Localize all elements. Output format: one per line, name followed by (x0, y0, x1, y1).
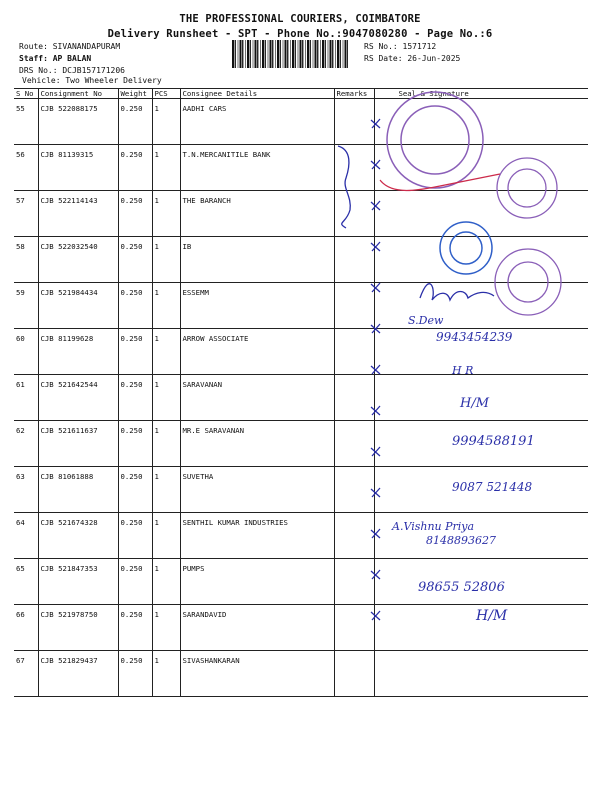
cell-weight: 0.250 (118, 283, 152, 329)
cell-consignee: MR.E SARAVANAN (180, 421, 334, 467)
cell-weight: 0.250 (118, 99, 152, 145)
cell-consignee: PUMPS (180, 559, 334, 605)
cell-pcs: 1 (152, 283, 180, 329)
cell-pcs: 1 (152, 191, 180, 237)
runsheet-subtitle: Delivery Runsheet - SPT - Phone No.:9047080280 - Page No.:6 (107, 28, 493, 40)
tick-mark (371, 324, 380, 333)
company-seal-stamp (387, 92, 483, 188)
handwritten-phone: 98655 52806 (418, 580, 505, 595)
tick-marks (371, 119, 380, 620)
cell-weight: 0.250 (118, 651, 152, 697)
cell-consignment: CJB 522032540 (38, 237, 118, 283)
cell-consignment: CJB 521829437 (38, 651, 118, 697)
cell-consignee: T.N.MERCANITILE BANK (180, 145, 334, 191)
rs-number: RS No.: 1571712 (364, 42, 437, 51)
cell-sno: 57 (16, 196, 25, 205)
column-header: Consignment No (38, 89, 118, 99)
cell-consignment: CJB 81199628 (38, 329, 118, 375)
cell-consignee: SENTHIL KUMAR INDUSTRIES (180, 513, 334, 559)
cell-weight: 0.250 (118, 513, 152, 559)
round-seal-stamp (495, 249, 561, 315)
cell-consignee: SUVETHA (180, 467, 334, 513)
route-label: Route: SIVANANDAPURAM (19, 42, 121, 51)
tick-mark (371, 570, 380, 579)
cell-consignment: CJB 522088175 (38, 99, 118, 145)
handwritten-name: A.Vishnu Priya (392, 520, 475, 533)
cell-sno: 58 (16, 242, 25, 251)
cell-pcs: 1 (152, 375, 180, 421)
cell-weight: 0.250 (118, 605, 152, 651)
column-header: Consignee Details (180, 89, 334, 99)
cell-sno: 64 (16, 518, 25, 527)
cell-pcs: 1 (152, 329, 180, 375)
handwritten-initials: H/M (476, 608, 508, 624)
tick-mark (371, 488, 380, 497)
office-seal-stamp (440, 222, 492, 274)
tick-mark (371, 447, 380, 456)
cell-weight: 0.250 (118, 375, 152, 421)
cell-weight: 0.250 (118, 421, 152, 467)
handwritten-phone: 9994588191 (452, 434, 535, 449)
handwritten-initials: H/M (460, 396, 490, 411)
cell-consignee: THE BARANCH (180, 191, 334, 237)
column-header: Weight (118, 89, 152, 99)
cell-consignment: CJB 521642544 (38, 375, 118, 421)
cell-weight: 0.250 (118, 237, 152, 283)
cell-sno: 61 (16, 380, 25, 389)
cell-consignee: ESSEMM (180, 283, 334, 329)
signature-scribble (420, 284, 494, 300)
cell-consignee: IB (180, 237, 334, 283)
cell-pcs: 1 (152, 145, 180, 191)
cell-sno: 63 (16, 472, 25, 481)
cell-pcs: 1 (152, 559, 180, 605)
cell-pcs: 1 (152, 467, 180, 513)
cell-sno: 66 (16, 610, 25, 619)
cell-pcs: 1 (152, 421, 180, 467)
cell-consignment: CJB 521984434 (38, 283, 118, 329)
tick-mark (371, 119, 380, 128)
cell-weight: 0.250 (118, 559, 152, 605)
handwritten-initials: H R (452, 364, 474, 377)
rs-date: RS Date: 26-Jun-2025 (364, 54, 461, 63)
cell-sno: 60 (16, 334, 25, 343)
cell-pcs: 1 (152, 513, 180, 559)
cell-sno: 67 (16, 656, 25, 665)
cell-sno: 55 (16, 104, 25, 113)
vehicle-label: Vehicle: Two Wheeler Delivery (22, 76, 162, 85)
cell-consignee: SIVASHANKARAN (180, 651, 334, 697)
cell-consignment: CJB 521978750 (38, 605, 118, 651)
company-seal-stamp-2 (497, 158, 557, 218)
cell-weight: 0.250 (118, 467, 152, 513)
drs-number: DRS No.: DCJB157171206 (19, 66, 125, 75)
cell-sno: 65 (16, 564, 25, 573)
cell-sno: 59 (16, 288, 25, 297)
tick-mark (371, 365, 380, 374)
cell-weight: 0.250 (118, 145, 152, 191)
bracket-mark (338, 146, 350, 228)
cell-pcs: 1 (152, 237, 180, 283)
cell-consignee: AADHI CARS (180, 99, 334, 145)
cell-consignment: CJB 521847353 (38, 559, 118, 605)
tick-mark (371, 406, 380, 415)
column-header: PCS (152, 89, 180, 99)
handwritten-phone: 8148893627 (426, 534, 496, 547)
tick-mark (371, 201, 380, 210)
column-header: S No (16, 89, 34, 98)
cell-consignment: CJB 521611637 (38, 421, 118, 467)
cell-pcs: 1 (152, 651, 180, 697)
column-header: Remarks (334, 89, 374, 99)
tick-mark (371, 242, 380, 251)
tick-mark (371, 611, 380, 620)
cell-consignment: CJB 521674328 (38, 513, 118, 559)
cell-consignment: CJB 81061888 (38, 467, 118, 513)
cell-sno: 56 (16, 150, 25, 159)
tick-mark (371, 283, 380, 292)
tick-mark (371, 529, 380, 538)
cell-consignment: CJB 522114143 (38, 191, 118, 237)
cell-weight: 0.250 (118, 191, 152, 237)
cell-pcs: 1 (152, 605, 180, 651)
cell-sno: 62 (16, 426, 25, 435)
handwritten-phone: 9087 521448 (452, 480, 533, 494)
handwritten-name: S.Dew (408, 314, 444, 327)
cell-consignee: SARANDAVID (180, 605, 334, 651)
column-header: Seal & Signature (374, 89, 588, 99)
cell-pcs: 1 (152, 99, 180, 145)
cell-weight: 0.250 (118, 329, 152, 375)
tick-mark (371, 160, 380, 169)
cell-consignee: ARROW ASSOCIATE (180, 329, 334, 375)
cell-consignee: SARAVANAN (180, 375, 334, 421)
staff-label: Staff: AP BALAN (19, 54, 92, 63)
company-title: THE PROFESSIONAL COURIERS, COIMBATORE (179, 13, 421, 25)
cell-consignment: CJB 81139315 (38, 145, 118, 191)
handwritten-phone: 9943454239 (436, 330, 513, 344)
